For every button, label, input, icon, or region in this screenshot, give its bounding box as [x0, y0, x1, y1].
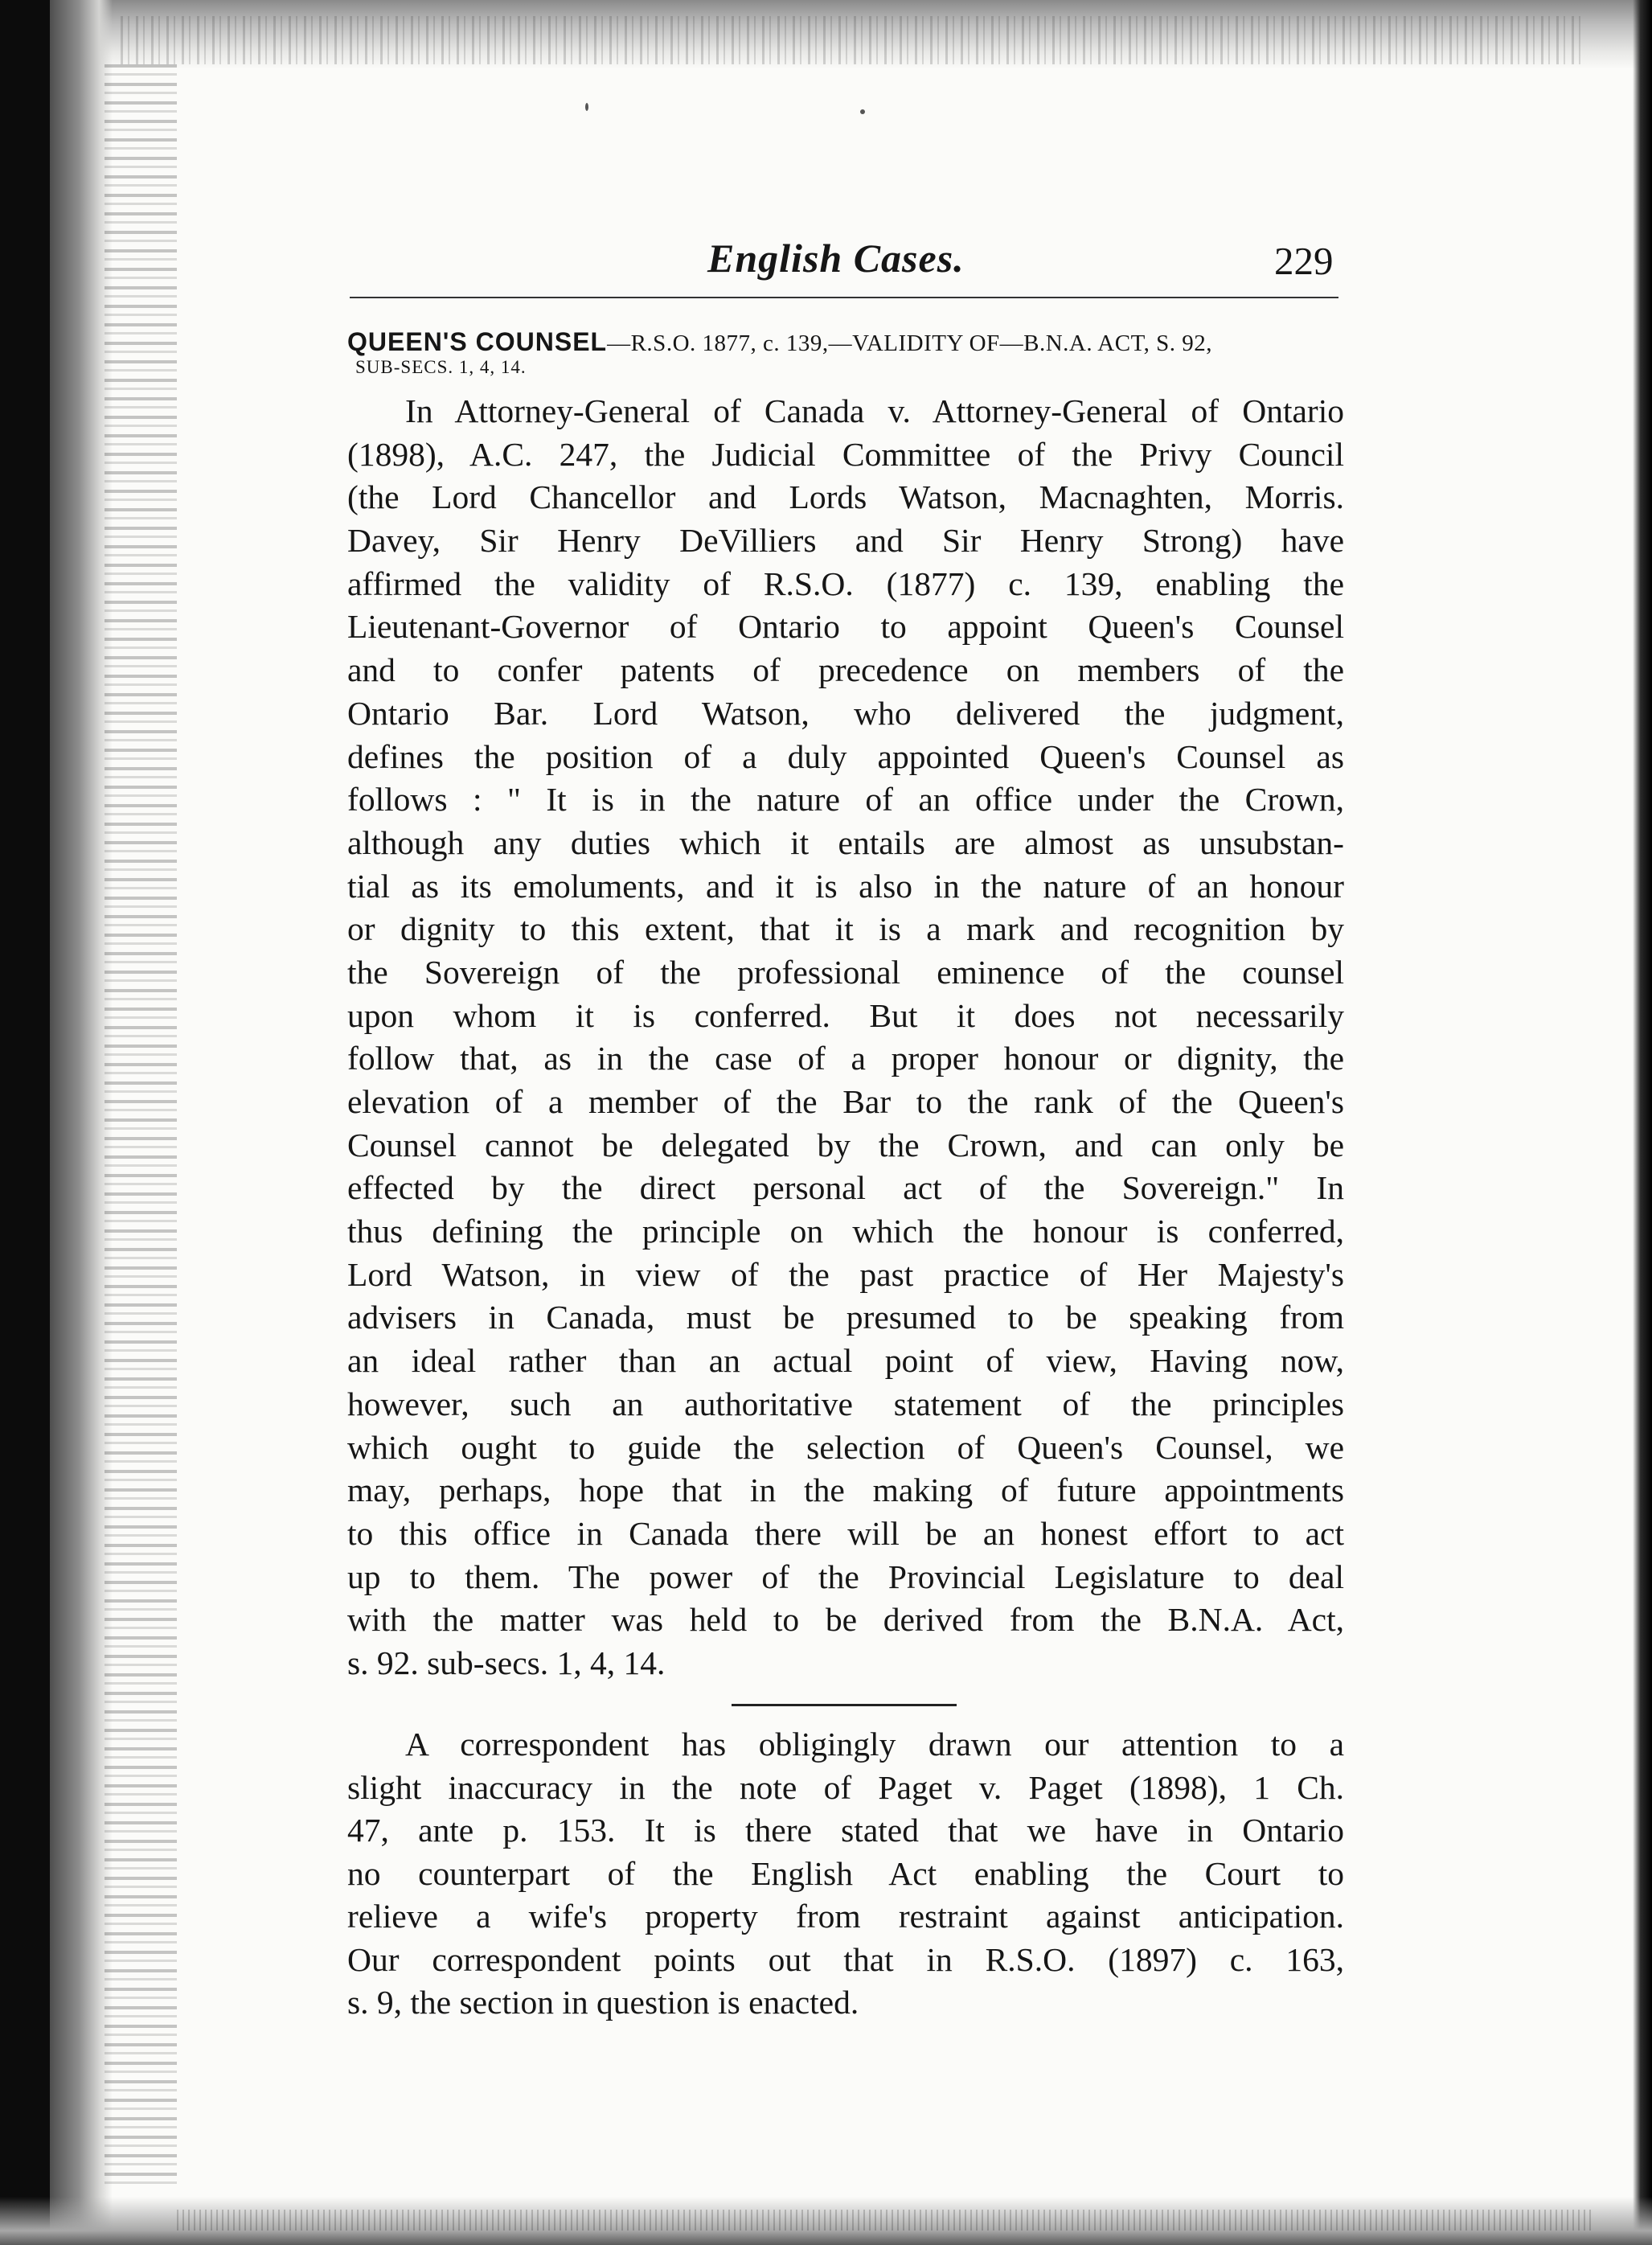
text-line: an ideal rather than an actual point of view, Having now,	[347, 1342, 1344, 1380]
text-line: relieve a wife's property from restraint against anticipation.	[347, 1898, 1344, 1935]
text-line: A correspondent has obligingly drawn our attention to a	[405, 1726, 1344, 1763]
scan-speck	[585, 103, 588, 111]
heading-line	[347, 328, 1344, 357]
text-line: Our correspondent points out that in R.S.O. (1897) c. 163,	[347, 1940, 1344, 1978]
text-line: to this office in Canada there will be an honest effort to act	[347, 1514, 1344, 1552]
text-line: which ought to guide the selection of Queen's Counsel, we	[347, 1428, 1344, 1466]
text-line: and to confer patents of precedence on members of the	[347, 651, 1344, 689]
text-line: s. 92. sub-secs. 1, 4, 14.	[347, 1644, 666, 1681]
text-line: the Sovereign of the professional eminence of the counsel	[347, 953, 1344, 991]
section-heading	[347, 328, 1344, 378]
scan-noise-left	[105, 64, 177, 2187]
scan-shadow-right	[1633, 0, 1652, 2245]
text-line: (1898), A.C. 247, the Judicial Committee of the Privy Council	[347, 435, 1344, 473]
text-line: may, perhaps, hope that in the making of future appointments	[347, 1471, 1344, 1509]
scan-speck	[860, 109, 865, 114]
scan-noise-top	[121, 16, 1584, 64]
paragraph-correspondent	[347, 1723, 1344, 2025]
heading-title: QUEEN'S COUNSEL	[347, 327, 608, 356]
text-line: with the matter was held to be derived from the B.N.A. Act,	[347, 1601, 1344, 1639]
text-line: effected by the direct personal act of the Sovereign." In	[347, 1169, 1344, 1207]
heading-citation: —R.S.O. 1877, c. 139,—VALIDITY OF—B.N.A. ACT, S. 92,	[607, 330, 1213, 356]
running-head: English Cases.	[707, 236, 965, 281]
text-line: Davey, Sir Henry DeVilliers and Sir Henry Strong) have	[347, 522, 1344, 560]
text-line: In Attorney-General of Canada v. Attorney-General of Ontario	[405, 392, 1344, 429]
text-line: Ontario Bar. Lord Watson, who delivered the judgment,	[347, 694, 1344, 732]
section-separator	[732, 1704, 957, 1706]
text-line: defines the position of a duly appointed Queen's Counsel as	[347, 737, 1344, 775]
text-line: up to them. The power of the Provincial Legislature to deal	[347, 1558, 1344, 1595]
text-line: affirmed the validity of R.S.O. (1877) c. 139, enabling the	[347, 564, 1344, 602]
text-line: thus defining the principle on which the honour is conferred,	[347, 1213, 1344, 1250]
text-line: slight inaccuracy in the note of Paget v. Paget (1898), 1 Ch.	[347, 1768, 1344, 1806]
page-number: 229	[1274, 239, 1334, 283]
text-line: Lord Watson, in view of the past practice of Her Majesty's	[347, 1255, 1344, 1293]
text-line: Counsel cannot be delegated by the Crown, and can only be	[347, 1126, 1344, 1164]
text-line: although any duties which it entails are almost as unsubstan-	[347, 823, 1344, 861]
text-line: or dignity to this extent, that it is a mark and recognition by	[347, 910, 1344, 948]
text-line: however, such an authoritative statement of the principles	[347, 1385, 1344, 1422]
text-line: follow that, as in the case of a proper honour or dignity, the	[347, 1040, 1344, 1077]
text-line: elevation of a member of the Bar to the rank of the Queen's	[347, 1083, 1344, 1120]
text-line: advisers in Canada, must be presumed to be speaking from	[347, 1299, 1344, 1336]
paragraph-queens-counsel	[347, 390, 1344, 1685]
text-line: s. 9, the section in question is enacted.	[347, 1984, 859, 2021]
text-line: Lieutenant-Governor of Ontario to appoint Queen's Counsel	[347, 608, 1344, 646]
header-rule	[350, 297, 1338, 298]
text-line: follows : " It is in the nature of an office under the Crown,	[347, 781, 1344, 819]
text-line: tial as its emoluments, and it is also in the nature of an honour	[347, 867, 1344, 905]
text-line: (the Lord Chancellor and Lords Watson, Macnaghten, Morris.	[347, 478, 1344, 516]
binding-shadow	[0, 0, 50, 2245]
heading-subsections: SUB-SECS. 1, 4, 14.	[355, 357, 527, 377]
text-line: 47, ante p. 153. It is there stated that we have in Ontario	[347, 1812, 1344, 1849]
text-line: upon whom it is conferred. But it does not necessarily	[347, 996, 1344, 1034]
scan-noise-bottom	[177, 2210, 1592, 2231]
text-line: no counterpart of the English Act enabling the Court to	[347, 1854, 1344, 1892]
